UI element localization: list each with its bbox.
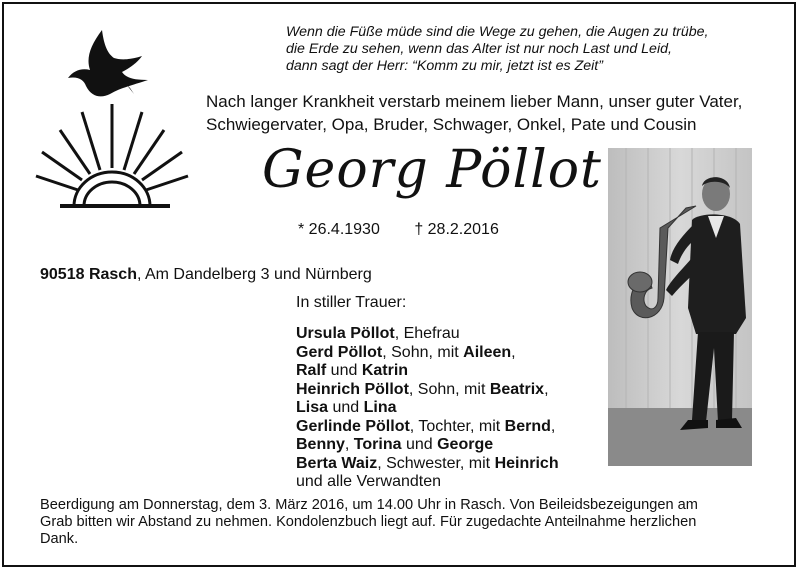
mourner-relation: , Sohn, mit xyxy=(408,380,490,398)
address xyxy=(40,266,372,284)
mourner-relation: , Ehefrau xyxy=(394,325,460,342)
mourner-relation: , Tochter, mit xyxy=(409,417,505,435)
mourner-relation: , Sohn, mit xyxy=(382,343,464,361)
mourner-name: Heinrich Pöllot xyxy=(296,380,409,398)
mourner-name: Gerd Pöllot xyxy=(296,343,383,361)
mourner-line xyxy=(296,418,559,437)
sun-icon xyxy=(74,172,150,206)
mourner-name: Benny xyxy=(296,436,345,453)
mourner-name: Heinrich xyxy=(494,454,559,472)
dove-icon xyxy=(68,30,148,96)
mourner-line xyxy=(296,362,559,381)
mourner-relation: , xyxy=(511,343,516,361)
mourner-relation: , xyxy=(550,417,556,435)
saxophone-player-photo xyxy=(608,148,752,466)
mourner-relation: , xyxy=(344,436,354,453)
mourner-name: Berta Waiz xyxy=(296,454,378,472)
address-rest: , Am Dandelberg 3 und Nürnberg xyxy=(136,266,372,283)
intro-line: Schwiegervater, Opa, Bruder, Schwager, Onkel, Pate und Cousin xyxy=(206,115,697,134)
mourner-name: Aileen xyxy=(463,343,512,361)
mourner-relation: und xyxy=(401,436,438,453)
birth-date: * 26.4.1930 xyxy=(298,221,380,238)
mourner-line xyxy=(296,381,559,400)
mourner-line xyxy=(296,455,559,474)
mourner-relation: und xyxy=(328,399,364,416)
announcement-intro xyxy=(206,90,786,136)
footer-line: Dank. xyxy=(40,531,79,547)
mourner-line xyxy=(296,325,559,344)
mourner-name: Torina xyxy=(353,436,402,453)
mourner-name: Lisa xyxy=(296,399,329,416)
mourner-relation: , xyxy=(544,380,549,398)
mourner-name: George xyxy=(437,436,494,453)
poem-line: Wenn die Füße müde sind die Wege zu gehen, die Augen zu trübe, xyxy=(286,24,709,40)
funeral-information xyxy=(40,497,770,548)
poem-line: dann sagt der Herr: “Komm zu mir, jetzt ist es Zeit” xyxy=(286,58,603,74)
mourner-relation: , Schwester, mit xyxy=(377,454,495,472)
life-dates xyxy=(298,221,499,239)
death-date: † 28.2.2016 xyxy=(414,221,499,238)
mourner-name: Ursula Pöllot xyxy=(296,325,395,342)
mourner-relation: und xyxy=(326,362,362,379)
mourner-line xyxy=(296,399,559,418)
deceased-name: Georg Pöllot xyxy=(262,140,602,200)
footer-line: Beerdigung am Donnerstag, dem 3. März 2016, um 14.00 Uhr in Rasch. Von Beileidsbezeigungen am xyxy=(40,497,698,513)
mourner-line xyxy=(296,344,559,363)
intro-line: Nach langer Krankheit verstarb meinem lieber Mann, unser guter Vater, xyxy=(206,92,743,111)
mourners-list xyxy=(296,325,559,492)
mourner-name: Ralf xyxy=(296,362,327,379)
dove-sun-emblem-icon xyxy=(30,28,210,218)
mourner-name: Bernd xyxy=(504,417,551,435)
mourner-relation: und alle Verwandten xyxy=(296,473,441,490)
mourning-label: In stiller Trauer: xyxy=(296,294,407,311)
mourner-line xyxy=(296,436,559,455)
mourner-name: Beatrix xyxy=(489,380,545,398)
mourner-line xyxy=(296,473,559,492)
mourner-name: Lina xyxy=(363,399,397,416)
footer-line: Grab bitten wir Abstand zu nehmen. Kondolenzbuch liegt auf. Für zugedachte Anteilnahme herzlichen xyxy=(40,514,697,530)
mourner-name: Gerlinde Pöllot xyxy=(296,417,410,435)
mourner-name: Katrin xyxy=(361,362,409,379)
sun-rays-icon xyxy=(36,104,188,190)
address-postal-city: 90518 Rasch xyxy=(40,266,137,283)
poem xyxy=(286,24,776,75)
poem-line: die Erde zu sehen, wenn das Alter ist nur noch Last und Leid, xyxy=(286,41,672,57)
